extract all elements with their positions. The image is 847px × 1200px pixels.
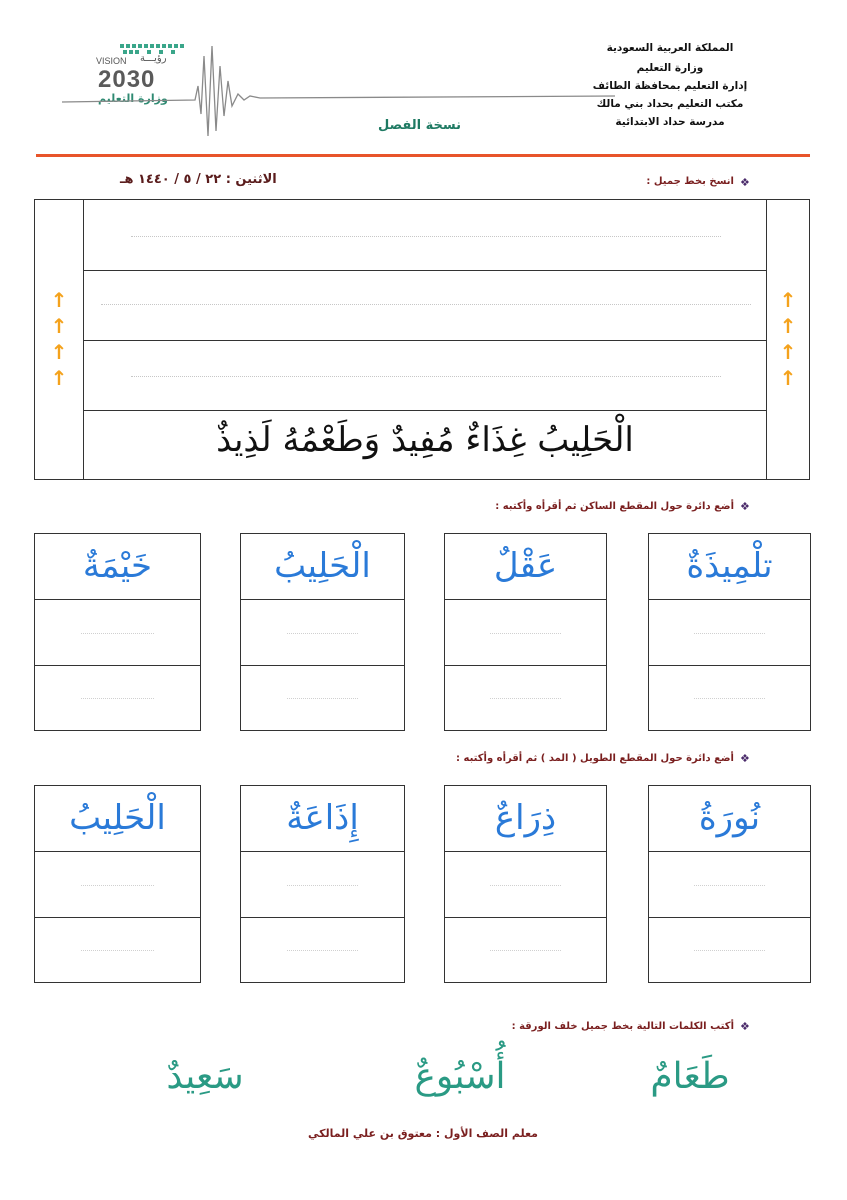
writing-row[interactable] [83,200,767,271]
arrow-up-icon: ↑ [779,314,797,338]
copy-label: نسخة الفصل [378,118,461,133]
bullet-icon: ❖ [740,752,750,765]
header-department: إدارة التعليم بمحافظة الطائف [592,80,748,92]
writing-row[interactable] [83,270,767,341]
answer-row[interactable] [241,600,404,666]
section1-instruction: انسخ بخط جميل : [646,176,734,187]
ministry-label: وزارة التعليم [98,92,168,105]
model-sentence: الْحَلِيبُ غِذَاءٌ مُفِيدٌ وَطَعْمُهُ لَذِيذٌ [216,420,634,460]
word-card [34,785,201,983]
arrow-up-icon: ↑ [50,340,68,364]
word-label: الْحَلِيبُ [69,798,166,838]
header-divider [36,154,810,157]
header-office: مكتب التعليم بحداد بني مالك [596,98,744,110]
header-school: مدرسة حداد الابتدائية [615,116,725,128]
word-card [240,785,405,983]
practice-word: سَعِيدٌ [166,1056,244,1097]
dotted-line [694,633,765,634]
answer-row[interactable] [445,666,606,729]
dotted-line [81,633,154,634]
bullet-icon: ❖ [740,176,750,189]
dotted-line [287,698,359,699]
word-label: تلْمِيذَةٌ [686,546,773,586]
word-label: خَيْمَةٌ [82,546,153,586]
dotted-line [490,885,561,886]
answer-row[interactable] [241,852,404,918]
dotted-line [490,698,561,699]
writing-row[interactable] [83,340,767,411]
section2-instruction: أضع دائرة حول المقطع الساكن ثم أقرأه وأكتبه : [495,501,734,512]
word-card [648,533,811,731]
dotted-line [131,376,721,377]
section3-instruction: أضع دائرة حول المقطع الطويل ( المد ) ثم أقرأه وأكتبه : [456,753,734,764]
dotted-line [490,633,561,634]
practice-word: طَعَامٌ [650,1056,730,1097]
answer-row[interactable] [649,666,810,729]
left-margin-column [35,200,84,479]
answer-row[interactable] [649,852,810,918]
word-card [648,785,811,983]
word-label: الْحَلِيبُ [274,546,371,586]
practice-word: أُسْبُوعٌ [414,1056,506,1097]
word-card [444,533,607,731]
answer-row[interactable] [35,666,200,729]
header-ministry: وزارة التعليم [636,62,704,74]
bullet-icon: ❖ [740,1020,750,1033]
right-margin-column [766,200,809,479]
dotted-line [287,950,359,951]
dotted-line [490,950,561,951]
section4-instruction: أكتب الكلمات التالية بخط جميل خلف الورقة : [511,1021,734,1032]
dotted-line [131,236,721,237]
answer-row[interactable] [35,918,200,981]
dotted-line [694,950,765,951]
teacher-credit: معلم الصف الأول : معتوق بن علي المالكي [308,1127,538,1140]
arrow-up-icon: ↑ [50,314,68,338]
vision-ar-label: رؤيـــة [140,53,167,64]
word-card [444,785,607,983]
word-card [240,533,405,731]
vision-year: 2030 [98,66,156,93]
copy-frame [34,199,810,480]
answer-row[interactable] [445,852,606,918]
dotted-line [81,698,154,699]
dotted-line [101,304,751,305]
dotted-line [287,885,359,886]
dotted-line [81,950,154,951]
word-label: نُورَةُ [698,798,761,838]
dotted-line [81,885,154,886]
header-kingdom: المملكة العربية السعودية [606,42,734,54]
vision-label: VISION [96,56,127,66]
dotted-line [694,885,765,886]
answer-row[interactable] [445,918,606,981]
answer-row[interactable] [35,600,200,666]
arrow-up-icon: ↑ [779,288,797,312]
answer-row[interactable] [241,666,404,729]
arrow-up-icon: ↑ [50,366,68,390]
bullet-icon: ❖ [740,500,750,513]
word-label: إِذَاعَةٌ [286,798,359,838]
answer-row[interactable] [649,918,810,981]
answer-row[interactable] [241,918,404,981]
dotted-line [694,698,765,699]
answer-row[interactable] [35,852,200,918]
arrow-up-icon: ↑ [779,366,797,390]
header-wave-line [60,36,620,146]
word-card [34,533,201,731]
answer-row[interactable] [445,600,606,666]
arrow-up-icon: ↑ [779,340,797,364]
word-label: ذِرَاعٌ [494,798,557,838]
arrow-up-icon: ↑ [50,288,68,312]
model-sentence-row [83,410,767,480]
lesson-date: الاثنين : ٢٢ / ٥ / ١٤٤٠ هـ [120,172,277,187]
answer-row[interactable] [649,600,810,666]
word-label: عَقْلٌ [493,546,558,586]
dotted-line [287,633,359,634]
